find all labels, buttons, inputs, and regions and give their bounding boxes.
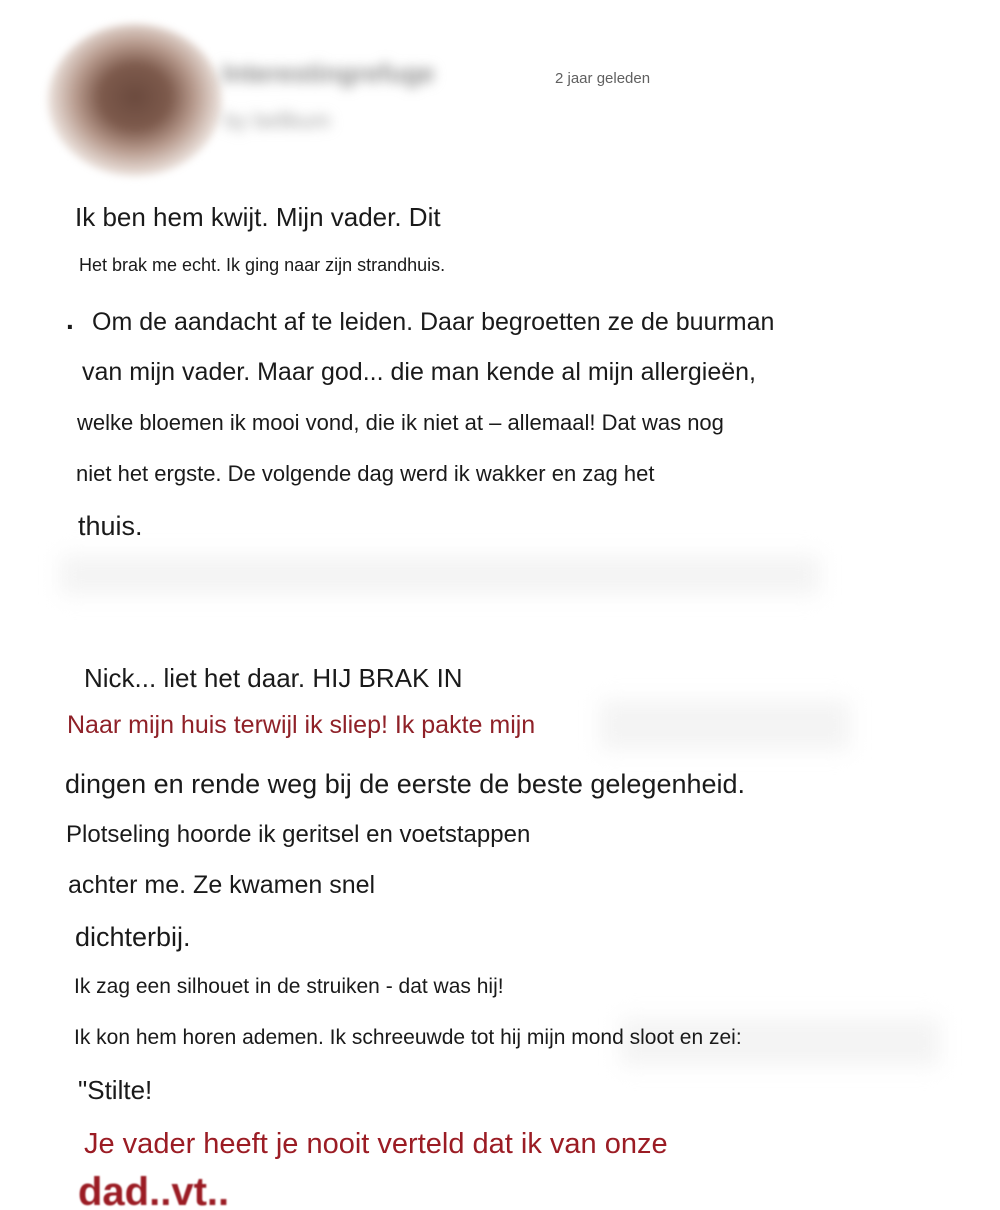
avatar[interactable] <box>48 24 222 176</box>
comment-line: dingen en rende weg bij de eerste de beste gelegenheid. <box>65 769 746 799</box>
timestamp: 2 jaar geleden <box>555 70 651 87</box>
comment-line: thuis. <box>78 511 143 541</box>
comment-line: Ik ben hem kwijt. Mijn vader. Dit <box>75 202 441 232</box>
comment-line: van mijn vader. Maar god... die man kende al mijn allergieën, <box>82 358 756 386</box>
comment-line: Ik kon hem horen ademen. Ik schreeuwde tot hij mijn mond sloot en zei: <box>74 1026 742 1049</box>
author-name[interactable]: Interestingrefuge <box>222 58 435 88</box>
comment-line: "Stilte! <box>78 1075 153 1105</box>
comment-line: Plotseling hoorde ik geritsel en voetstappen <box>66 821 531 848</box>
comment-line: Nick... liet het daar. HIJ BRAK IN <box>84 663 463 693</box>
comment-line: dichterbij. <box>75 922 191 952</box>
comment-line-red: Naar mijn huis terwijl ik sliep! Ik pakte mijn <box>67 711 536 739</box>
comment-line: Het brak me echt. Ik ging naar zijn strandhuis. <box>79 255 446 275</box>
comment-line-red: Je vader heeft je nooit verteld dat ik van onze <box>84 1128 668 1160</box>
comment-line: Om de aandacht af te leiden. Daar begroetten ze de buurman <box>92 308 775 336</box>
comment-line: achter me. Ze kwamen snel <box>68 871 376 899</box>
comment-line: niet het ergste. De volgende dag werd ik wakker en zag het <box>76 461 655 486</box>
cut-off-fragment: dad..vt.. <box>78 1170 230 1210</box>
comment-line: . <box>66 304 74 335</box>
author-subtitle: by bellbum <box>224 108 331 133</box>
comment-line: Ik zag een silhouet in de struiken - dat was hij! <box>74 975 504 998</box>
comment-line: welke bloemen ik mooi vond, die ik niet at – allemaal! Dat was nog <box>77 410 724 435</box>
